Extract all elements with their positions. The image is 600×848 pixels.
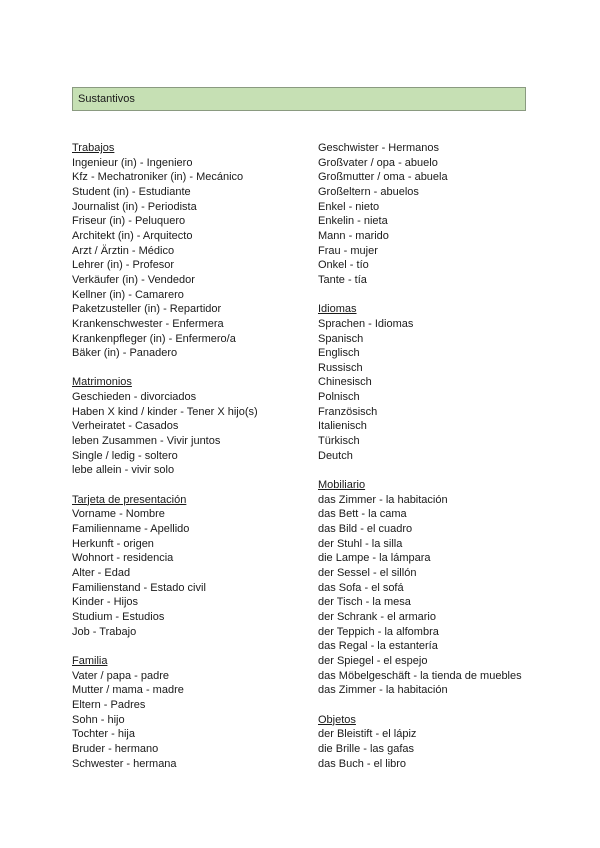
section-gap xyxy=(318,288,548,303)
vocab-entry: Eltern - Padres xyxy=(72,698,146,711)
vocab-entry: Familienname - Apellido xyxy=(72,523,190,536)
vocab-entry: das Regal - la estantería xyxy=(318,640,438,653)
vocab-entry: Italienisch xyxy=(318,420,367,433)
vocab-entry: Großvater / opa - abuelo xyxy=(318,156,438,169)
vocab-entry: das Zimmer - la habitación xyxy=(318,493,448,506)
vocab-entry: Kfz - Mechatroniker (in) - Mecánico xyxy=(72,171,244,184)
vocab-entry: das Sofa - el sofá xyxy=(318,581,404,594)
vocab-entry: Ingenieur (in) - Ingeniero xyxy=(72,156,193,169)
vocab-entry: der Spiegel - el espejo xyxy=(318,654,428,667)
section-title: Mobiliario xyxy=(318,479,366,492)
section-title: Tarjeta de presentación xyxy=(72,493,187,506)
vocab-entry: Arzt / Ärztin - Médico xyxy=(72,244,175,257)
vocab-entry: die Brille - las gafas xyxy=(318,742,414,755)
vocab-entry: Job - Trabajo xyxy=(72,625,137,638)
vocab-entry: Herkunft - origen xyxy=(72,537,154,550)
vocab-entry: Großeltern - abuelos xyxy=(318,185,419,198)
vocab-entry: Spanisch xyxy=(318,332,364,345)
vocab-entry: Russisch xyxy=(318,361,363,374)
vocab-entry: Deutch xyxy=(318,449,353,462)
vocab-entry: der Tisch - la mesa xyxy=(318,596,411,609)
vocab-entry: Sohn - hijo xyxy=(72,713,125,726)
right-column xyxy=(318,141,548,771)
left-column xyxy=(72,141,302,771)
section-title: Trabajos xyxy=(72,142,115,154)
vocab-entry: Krankenschwester - Enfermera xyxy=(72,317,224,330)
vocab-entry: Geschieden - divorciados xyxy=(72,391,197,404)
vocab-entry: Großmutter / oma - abuela xyxy=(318,171,448,184)
vocab-entry: Türkisch xyxy=(318,435,360,448)
vocab-entry: der Sessel - el sillón xyxy=(318,567,417,579)
vocab-entry: Sprachen - Idiomas xyxy=(318,317,414,330)
vocab-entry: Enkel - nieto xyxy=(318,200,380,213)
vocab-entry: das Zimmer - la habitación xyxy=(318,684,448,697)
vocab-entry: Paketzusteller (in) - Repartidor xyxy=(72,303,222,316)
vocab-entry: Mutter / mama - madre xyxy=(72,684,184,697)
section-title: Familia xyxy=(72,654,108,667)
vocab-entry: Haben X kind / kinder - Tener X hijo(s) xyxy=(72,405,258,418)
vocab-entry: Journalist (in) - Periodista xyxy=(72,200,197,213)
section-title: Matrimonios xyxy=(72,376,132,389)
vocab-entry: Krankenpfleger (in) - Enfermero/a xyxy=(72,332,236,345)
vocab-entry: der Stuhl - la silla xyxy=(318,537,403,550)
section-title: Idiomas xyxy=(318,303,357,316)
vocab-entry: Tochter - hija xyxy=(72,728,135,741)
vocab-entry: Vater / papa - padre xyxy=(72,669,170,682)
vocab-entry: das Buch - el libro xyxy=(318,757,407,770)
section-gap xyxy=(72,639,302,654)
vocab-entry: der Bleistift - el lápiz xyxy=(318,728,417,741)
section-gap xyxy=(318,698,548,713)
vocab-entry: das Möbelgeschäft - la tienda de muebles xyxy=(318,669,522,682)
vocab-entry: Vorname - Nombre xyxy=(72,508,165,521)
vocab-entry: Architekt (in) - Arquitecto xyxy=(72,229,193,242)
vocab-entry: Kellner (in) - Camarero xyxy=(72,288,184,301)
vocab-entry: Onkel - tío xyxy=(318,259,369,272)
vocab-entry: Bäker (in) - Panadero xyxy=(72,347,178,360)
vocab-entry: Tante - tía xyxy=(318,273,367,286)
section-header xyxy=(72,87,526,111)
vocab-entry: Bruder - hermano xyxy=(72,742,159,755)
section-gap xyxy=(72,478,302,493)
vocab-entry: Studium - Estudios xyxy=(72,610,165,623)
vocab-entry: Single / ledig - soltero xyxy=(72,449,178,462)
section-gap xyxy=(72,361,302,376)
vocab-entry: der Schrank - el armario xyxy=(318,610,436,623)
vocab-entry: lebe allein - vivir solo xyxy=(72,464,175,477)
header-title: Sustantivos xyxy=(78,93,135,105)
vocab-entry: Friseur (in) - Peluquero xyxy=(72,215,186,228)
vocab-entry: Frau - mujer xyxy=(318,244,378,257)
vocab-entry: Enkelin - nieta xyxy=(318,215,388,228)
vocab-entry: Verheiratet - Casados xyxy=(72,420,179,433)
vocab-entry: Mann - marido xyxy=(318,229,389,242)
vocab-entry: Wohnort - residencia xyxy=(72,552,174,565)
vocab-entry: der Teppich - la alfombra xyxy=(318,625,439,638)
vocab-entry: das Bild - el cuadro xyxy=(318,523,413,536)
vocab-entry: Verkäufer (in) - Vendedor xyxy=(72,273,195,286)
vocab-entry: Student (in) - Estudiante xyxy=(72,185,191,198)
section-title: Objetos xyxy=(318,713,356,726)
vocab-entry: Lehrer (in) - Profesor xyxy=(72,259,175,272)
vocab-entry: Englisch xyxy=(318,347,360,360)
vocab-entry: das Bett - la cama xyxy=(318,508,407,521)
vocab-entry: die Lampe - la lámpara xyxy=(318,552,431,565)
vocab-entry: Familienstand - Estado civil xyxy=(72,581,206,594)
vocab-entry: Chinesisch xyxy=(318,376,372,389)
vocab-entry: Kinder - Hijos xyxy=(72,596,139,609)
vocab-entry: Französisch xyxy=(318,405,378,418)
vocab-entry: Alter - Edad xyxy=(72,567,131,579)
vocab-entry: Geschwister - Hermanos xyxy=(318,142,440,154)
vocab-entry: leben Zusammen - Vivir juntos xyxy=(72,435,221,448)
vocab-entry: Polnisch xyxy=(318,391,360,404)
section-gap xyxy=(318,463,548,478)
vocab-entry: Schwester - hermana xyxy=(72,757,177,770)
